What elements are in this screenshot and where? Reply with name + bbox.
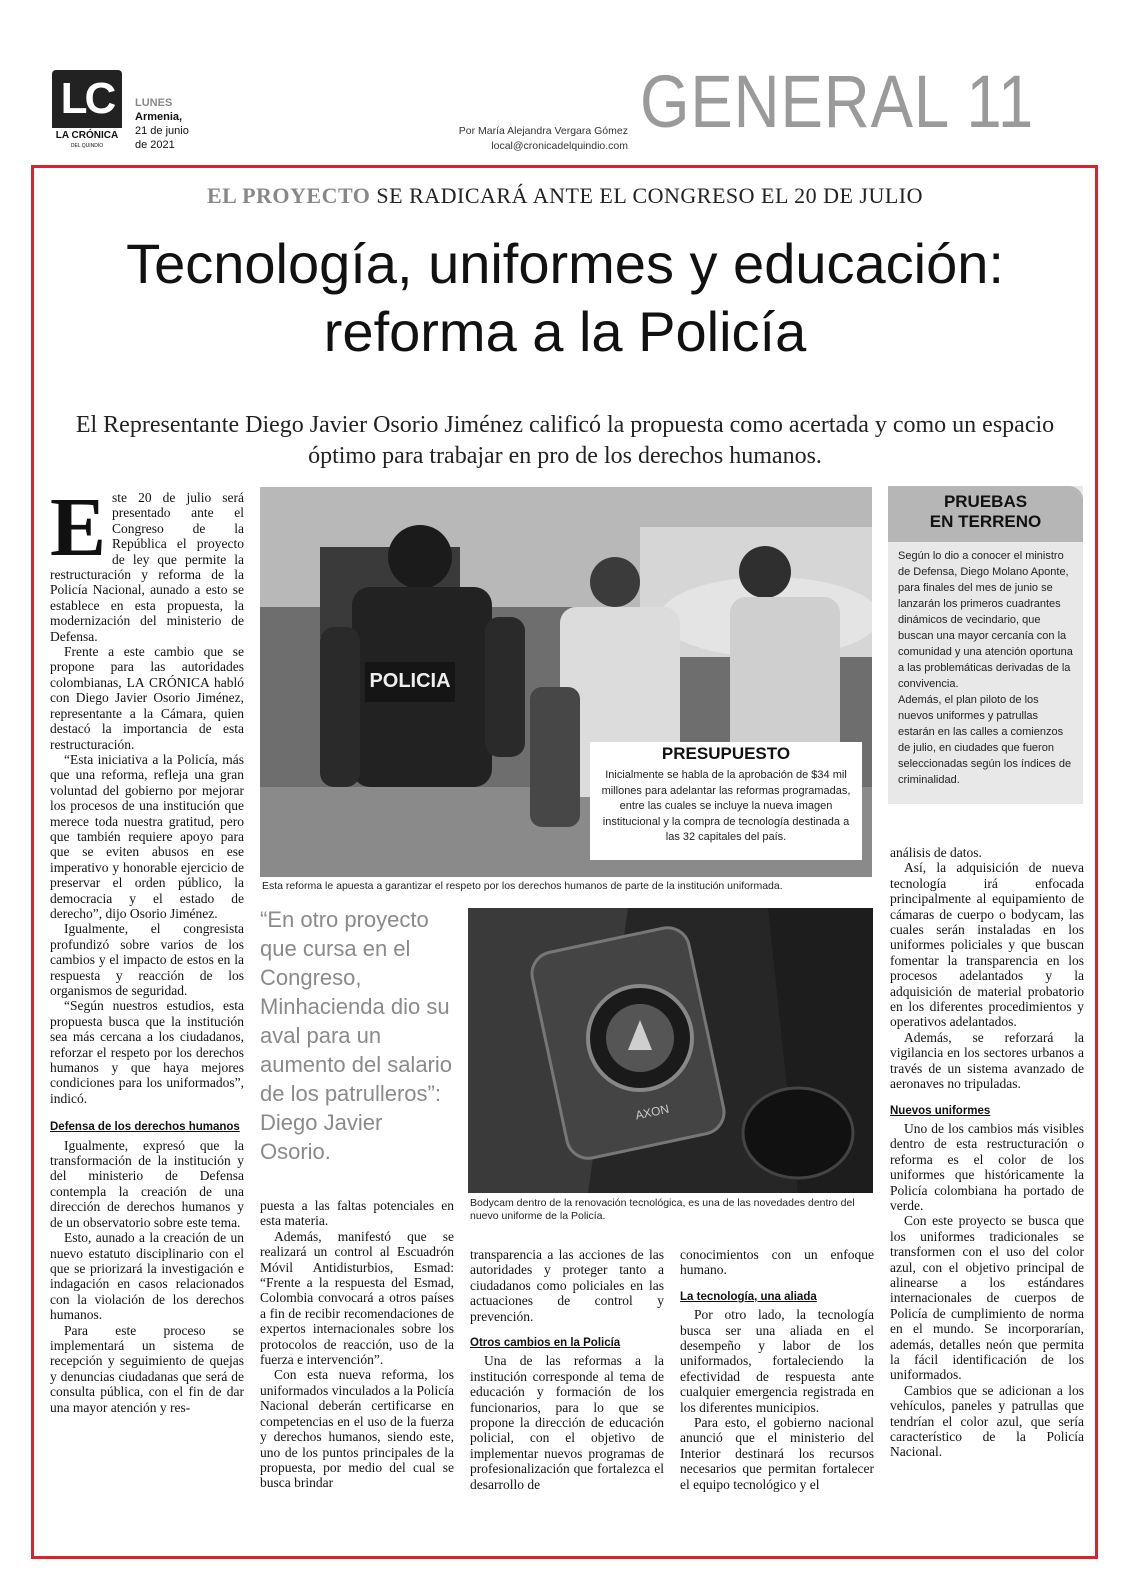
col1-p6: Igualmente, expresó que la transformación de la institución y del ministerio de Defensa contempla la creación de una dirección de derechos humanos y de un observatorio sobre este tema. [50,1137,244,1230]
col1-p3: “Esta iniciativa a la Policía, más que una reforma, refleja una gran voluntad del gobierno por mejorar los procesos de una institución que merece toda nuestra gratitud, pero que también requiere apoyo para que se eviten abusos en ese imperativo y honorable ejercicio de preservar el orden público, la democracia y el estado de derecho”, dijo Osorio Jiménez. [50,751,244,921]
col1-p7: Esto, aunado a la creación de un nuevo estatuto disciplinario con el que se priorizará la investigación e indagación en casos relacionados con la violación de los derechos humanos. [50,1230,244,1323]
vest-label: POLICIA [369,670,451,692]
col1-p4: Igualmente, el congresista profundizó sobre varios de los cambios y el impacto de estos en la respuesta y reacción de los organismos de seguridad. [50,921,244,998]
column-3 [470,1247,664,1492]
kicker [40,183,1090,209]
photo2-caption: Bodycam dentro de la renovación tecnológica, es una de las novedades dentro del nuevo uniforme de la Policía. [470,1197,855,1222]
side-box-p2: Además, el plan piloto de los nuevos uniformes y patrullas estarán en las calles a comienzos de julio, en ciudades que fueron seleccionadas según los índices de criminalidad. [898,694,1072,786]
logo-name: LA CRÓNICA [55,130,119,141]
bodycam-illustration [468,908,873,1193]
side-box-title1: PRUEBAS [943,492,1028,511]
col2-p3: Con esta nueva reforma, los uniformados vinculados a la Policía Nacional deberán certificarse en competencias en el uso de la fuerza y derechos humanos, siendo este, uno de los puntos principales de la propuesta, por medio del cual se busca brindar [260,1367,454,1491]
headline-line1: Tecnología, uniformes y educación: [126,232,1004,295]
kicker-rest: SE RADICARÁ ANTE EL CONGRESO EL 20 DE JULIO [370,183,924,208]
col4-p1: conocimientos con un enfoque humano. [680,1247,874,1278]
issue-date-line2: de 2021 [135,139,175,151]
headline [40,230,1090,366]
author-email: local@cronicadelquindio.com [491,140,628,152]
budget-text: Inicialmente se habla de la aprobación de $34 mil millones para adelantar las reformas programadas, entre las cuales se incluye la nueva imagen institucional y la compra de tecnología destinada a las 32 capitales del país. [601,769,851,843]
budget-title: PRESUPUESTO [661,744,791,763]
col5-p2: Así, la adquisición de nueva tecnología irá enfocada principalmente al equipamiento de cámaras de cuerpo o bodycam, las cuales serán instaladas en los uniformes policiales y que buscan fomentar la transparencia en los procesos adelantados y la adquisición de material probatorio en los diferentes procedimientos y operativos adelantados. [890,860,1084,1030]
issue-date [135,96,189,152]
col5-subhead: Nuevos uniformes [890,1104,991,1117]
side-box-p1: Según lo dio a conocer el ministro de Defensa, Diego Molano Aponte, para finales del mes de junio se lanzarán los primeros cuadrantes dinámicos de vecindario, que buscan una mayor cercanía con la comunidad y una atención oportuna a las problemáticas derivadas de la convivencia. [898,550,1073,690]
issue-date-line1: 21 de junio [135,125,189,137]
pull-quote: “En otro proyecto que cursa en el Congreso, Minhacienda dio su aval para un aumento del salario de los patrulleros”: Diego Javier Osorio. [260,907,453,1164]
side-box-header [888,486,1083,542]
logo-sub: DEL QUINDÍO [70,143,104,149]
col5-p1: análisis de datos. [890,845,982,860]
kicker-bold: EL PROYECTO [206,183,371,208]
col5-p6: Cambios que se adicionan a los vehículos, paneles y patrullas que tendrían el color azul, que sería característico de la Policía Nacional. [890,1382,1084,1460]
side-box [888,486,1083,804]
police-photo [260,487,872,877]
author: Por María Alejandra Vergara Gómez [458,125,628,137]
column-5 [890,845,1084,1460]
col1-p1: ste 20 de julio será presentado ante el Congreso de la República el proyecto de ley que permite la restructuración y reforma de la Policía Nacional, aunado a esto se establece en esta propuesta, la modernización del ministerio de Defensa. [50,490,244,644]
logo: LC [52,70,122,128]
col4-p2: Por otro lado, la tecnología busca ser una aliada en el desempeño y labor de los uniformados, fortaleciendo la efectividad de respuesta ante cualquier emergencia registrada en los diferentes municipios. [680,1307,874,1415]
column-1 [50,481,244,1415]
byline [400,124,628,154]
issue-city: Armenia, [135,111,183,123]
dropcap: E [50,481,107,574]
side-box-body [888,542,1083,794]
issue-day: LUNES [135,97,173,109]
deck: El Representante Diego Javier Osorio Jiménez calificó la propuesta como acertada y como un espacio óptimo para trabajar en pro de los derechos humanos. [75,412,1055,469]
col4-subhead: La tecnología, una aliada [680,1290,817,1303]
section-title: GENERAL 11 [640,60,1035,143]
column-4 [680,1247,874,1492]
col5-p3: Además, se reforzará la vigilancia en los sectores urbanos a través de un sistema avanzado de aeronaves no tripuladas. [890,1029,1084,1092]
col3-p2: Una de las reformas a la institución corresponde al tema de educación y formación de los funcionarios, para lo que se propone la dirección de educación policial, con el objetivo de implementar nuevos programas de profesionalización que fortalezca el desarrollo de [470,1353,664,1492]
column-2 [260,1198,454,1491]
headline-line2: reforma a la Policía [323,300,807,363]
col4-p3: Para esto, el gobierno nacional anunció que el ministerio del Interior destinará los recursos necesarios que permitan fortalecer el equipo tecnológico y el [680,1415,874,1492]
col2-p2: Además, manifestó que se realizará un control al Escuadrón Móvil Antidisturbios, Esmad: “Frente a la respuesta del Esmad, Colombia convocará a otros países a fin de recibir recomendaciones de expertos internacionales sobre los protocolos de reacción, uso de la fuerza e intervención”. [260,1228,454,1368]
col1-p2: Frente a este cambio que se propone para las autoridades colombianas, LA CRÓNICA habló con Diego Javier Osorio Jiménez, representante a la Cámara, quien destacó la importancia de esta restructuración. [50,644,244,752]
col3-p1: transparencia a las acciones de las autoridades y proteger tanto a ciudadanos como policiales en las actuaciones de control y prevención. [470,1247,664,1324]
col1-p5: “Según nuestros estudios, esta propuesta busca que la institución sea más cercana a los ciudadanos, reforzar el respeto por los derechos humanos y que haya mejores condiciones para los uniformados”, indicó. [50,998,244,1106]
budget-box [590,742,862,860]
col5-p4: Uno de los cambios más visibles dentro de esta restructuración o reforma es el color de los uniformes que históricamente la Policía colombiana ha portado de verde. [890,1120,1084,1213]
col1-subhead: Defensa de los derechos humanos [50,1121,240,1134]
bodycam-photo [468,908,873,1193]
col1-p8: Para este proceso se implementará un sistema de recepción y seguimiento de quejas y denuncias ciudadanas que será de consulta pública, con el fin de dar una mayor atención y res- [50,1322,244,1415]
side-box-title2: EN TERRENO [929,512,1042,531]
col2-p1: puesta a las faltas potenciales en esta materia. [260,1198,454,1229]
col3-subhead: Otros cambios en la Policía [470,1337,621,1350]
col5-p5: Con este proyecto se busca que los uniformes tradicionales se transformen con el uso del color azul, con el objetivo principal de alinearse a los estándares internacionales de cuerpos de Policía de cumplimiento de norma en el mundo. Se incorporarían, además, detalles neón que permita la fácil identificación de los uniformados. [890,1213,1084,1383]
bodycam-brand: AXON [634,1101,671,1123]
photo1-caption: Esta reforma le apuesta a garantizar el respeto por los derechos humanos de parte de la institución uniformada. [262,880,783,892]
